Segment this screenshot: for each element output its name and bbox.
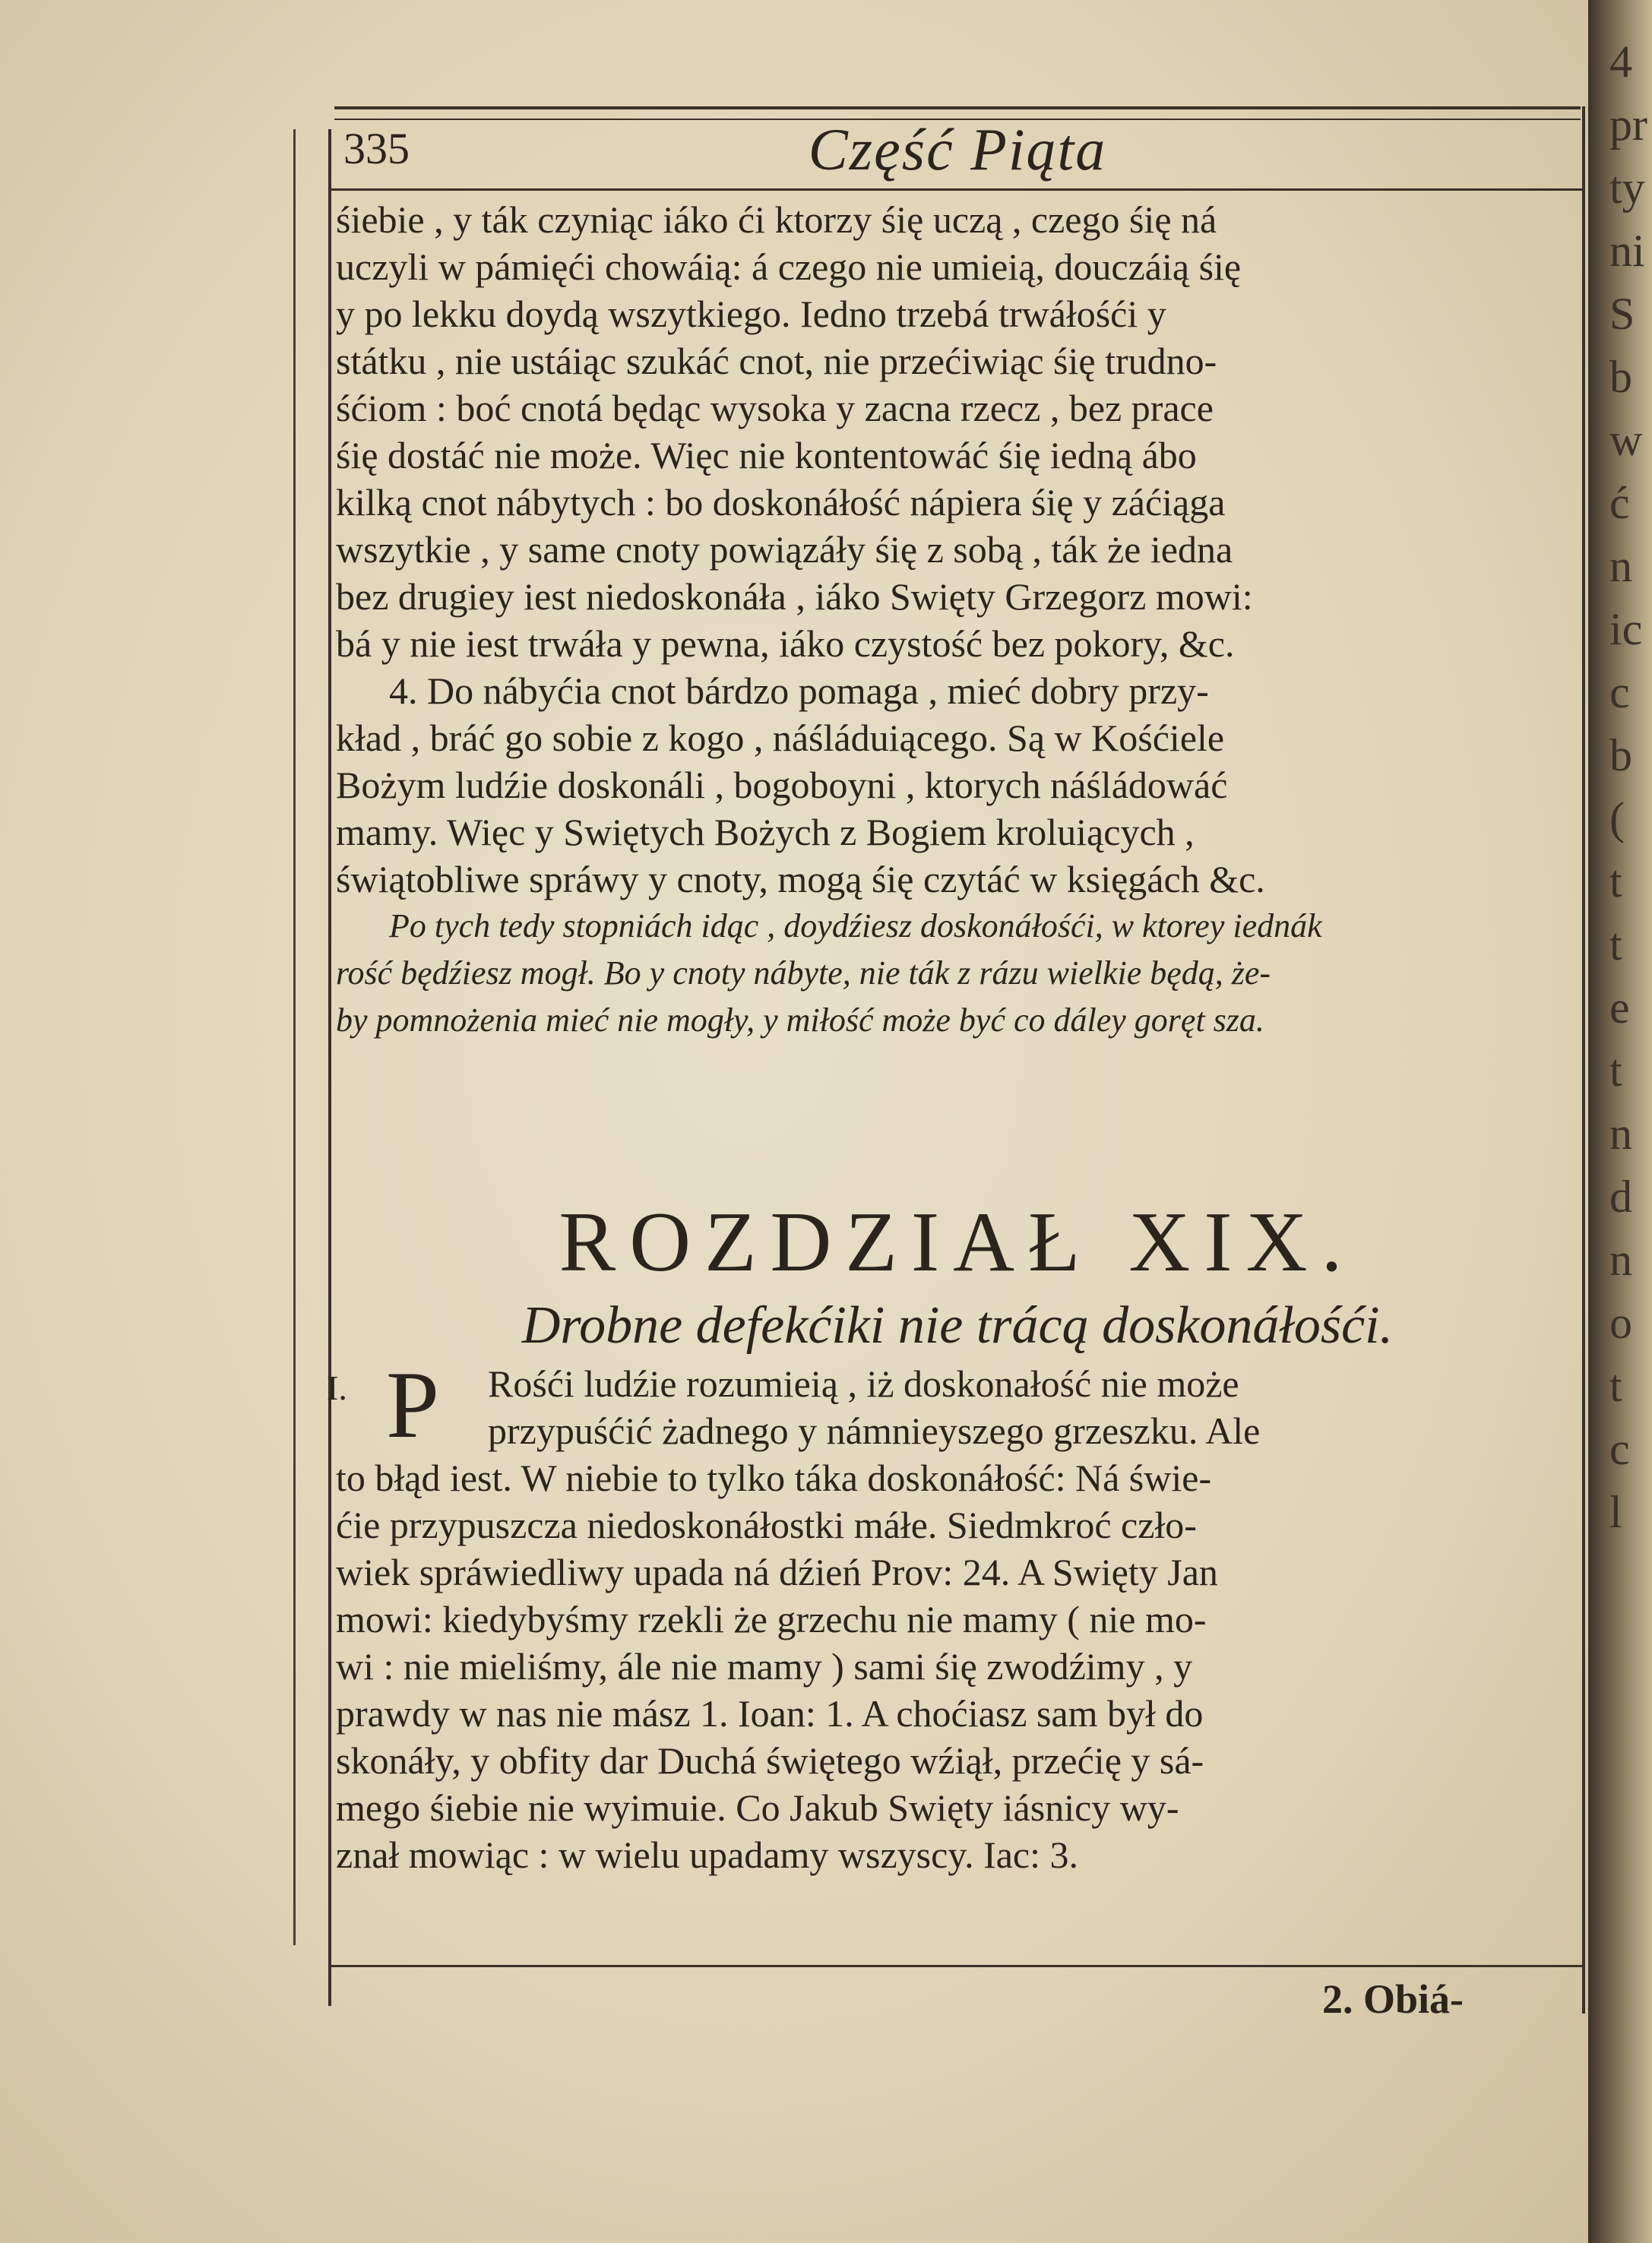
text-line: wszytkie , y same cnoty powiązáły śię z sobą , ták że iedna xyxy=(336,528,1233,571)
text-line: śiebie , y ták czyniąc iáko ći ktorzy śię uczą , czego śię ná xyxy=(336,198,1217,241)
drop-cap: P xyxy=(386,1352,440,1458)
facing-edge-fragment: t xyxy=(1609,1046,1622,1096)
facing-page-edge xyxy=(1609,30,1652,2203)
facing-edge-fragment: b xyxy=(1609,730,1632,780)
facing-edge-fragment: ni xyxy=(1609,226,1645,276)
text-line: mamy. Więc y Swiętych Bożych z Bogiem kroluiących , xyxy=(336,811,1195,853)
facing-edge-fragment: e xyxy=(1609,982,1630,1033)
facing-edge-fragment: b xyxy=(1609,352,1632,402)
top-rule xyxy=(334,106,1581,109)
section-marker: I. xyxy=(327,1368,347,1407)
italic-line: Po tych tedy stopniách idąc , doydźiesz doskonáłośći, w ktorey iednák xyxy=(389,907,1322,944)
facing-edge-fragment: t xyxy=(1609,1361,1622,1411)
text-line: kład , bráć go sobie z kogo , náśláduiącego. Są w Kośćiele xyxy=(336,717,1225,759)
facing-edge-fragment: n xyxy=(1609,1109,1632,1159)
facing-edge-fragment: l xyxy=(1609,1487,1622,1537)
facing-edge-fragment: ic xyxy=(1609,604,1643,654)
running-head: Część Piąta xyxy=(808,116,1107,182)
text-line: bez drugiey iest niedoskonáła , iáko Swięty Grzegorz mowi: xyxy=(336,575,1253,618)
facing-edge-fragment: w xyxy=(1609,415,1643,465)
bottom-rule xyxy=(331,1965,1582,1967)
text-line: y po lekku doydą wszytkiego. Iedno trzebá trwáłośći y xyxy=(336,293,1166,335)
catchword: 2. Obiá- xyxy=(1322,1976,1464,2022)
italic-line: rość będźiesz mogł. Bo y cnoty nábyte, nie ták z rázu wielkie będą, że- xyxy=(336,954,1271,992)
header-rule xyxy=(331,188,1582,191)
body-text xyxy=(336,196,1579,1044)
facing-edge-fragment: d xyxy=(1609,1172,1632,1222)
facing-edge-fragment: ty xyxy=(1609,163,1645,213)
facing-edge-fragment: o xyxy=(1609,1298,1632,1348)
page-number: 335 xyxy=(343,124,410,173)
facing-edge-fragment: t xyxy=(1609,919,1622,970)
chapter-subtitle: Drobne defekćiki nie trácą doskonáłośći. xyxy=(521,1296,1394,1355)
text-line: śćiom : boć cnotá będąc wysoka y zacna rzecz , bez prace xyxy=(336,387,1214,429)
frame-rule-left-outer xyxy=(293,129,296,1945)
text-line: znał mowiąc : w wielu upadamy wszyscy. Iac: 3. xyxy=(336,1833,1079,1876)
italic-line: by pomnożenia mieć nie mogły, y miłość może być co dáley goręt sza. xyxy=(336,1001,1264,1039)
text-line: Bożym ludźie doskonáli , bogoboyni , ktorych náśládowáć xyxy=(336,764,1228,806)
facing-edge-fragment: pr xyxy=(1609,100,1647,150)
text-line: 4. Do nábyćia cnot bárdzo pomaga , mieć dobry przy- xyxy=(389,669,1209,712)
text-line: mowi: kiedybyśmy rzekli że grzechu nie mamy ( nie mo- xyxy=(336,1598,1207,1640)
text-line: skonáły, y obfity dar Duchá świętego wźiął, przećię y sá- xyxy=(336,1739,1204,1782)
page-header xyxy=(334,114,1581,186)
text-line: to błąd iest. W niebie to tylko táka doskonáłość: Ná świe- xyxy=(336,1457,1212,1499)
text-line: státku , nie ustáiąc szukáć cnot, nie przećiwiąc śię trudno- xyxy=(336,340,1217,382)
facing-edge-fragment: c xyxy=(1609,1424,1630,1474)
facing-edge-fragment: S xyxy=(1609,289,1635,339)
section-text xyxy=(336,1352,1579,1878)
text-line: bá y nie iest trwáła y pewna, iáko czystość bez pokory, &c. xyxy=(336,622,1235,665)
facing-edge-fragment: 4 xyxy=(1609,36,1632,87)
text-line: uczyli w pámięći chowáią: á czego nie umieią, douczáią śię xyxy=(336,245,1242,288)
text-line: ćie przypuszcza niedoskonáłostki máłe. Siedmkroć czło- xyxy=(336,1504,1197,1546)
text-line: wiek spráwiedliwy upada ná dźień Prov: 24. A Swięty Jan xyxy=(336,1551,1218,1593)
text-line: mego śiebie nie wyimuie. Co Jakub Swięty iásnicy wy- xyxy=(336,1786,1179,1829)
text-line: kilką cnot nábytych : bo doskonáłość nápiera śię y záćiąga xyxy=(336,481,1226,524)
chapter-heading: ROZDZIAŁ XIX. xyxy=(559,1195,1356,1289)
facing-edge-fragment: n xyxy=(1609,1235,1632,1285)
facing-edge-fragment: c xyxy=(1609,667,1630,717)
text-line: Rośći ludźie rozumieią , iż doskonałość nie może xyxy=(488,1362,1239,1405)
text-line: wi : nie mieliśmy, ále nie mamy ) sami śię zwodźimy , y xyxy=(336,1645,1193,1688)
text-line: przypuśćić żadnego y námnieyszego grzeszku. Ale xyxy=(488,1409,1261,1452)
facing-edge-fragment: n xyxy=(1609,541,1632,591)
facing-edge-fragment: t xyxy=(1609,856,1622,906)
text-line: świątobliwe spráwy y cnoty, mogą śię czytáć w księgách &c. xyxy=(336,858,1265,900)
text-line: prawdy w nas nie mász 1. Ioan: 1. A choćiasz sam był do xyxy=(336,1692,1204,1735)
frame-rule-right xyxy=(1582,106,1585,2014)
facing-edge-fragment: ( xyxy=(1609,793,1625,843)
text-line: śię dostáć nie może. Więc nie kontentowáć śię iedną ábo xyxy=(336,434,1197,476)
facing-edge-fragment: ć xyxy=(1609,478,1630,528)
frame-rule-left-inner xyxy=(328,129,331,2006)
